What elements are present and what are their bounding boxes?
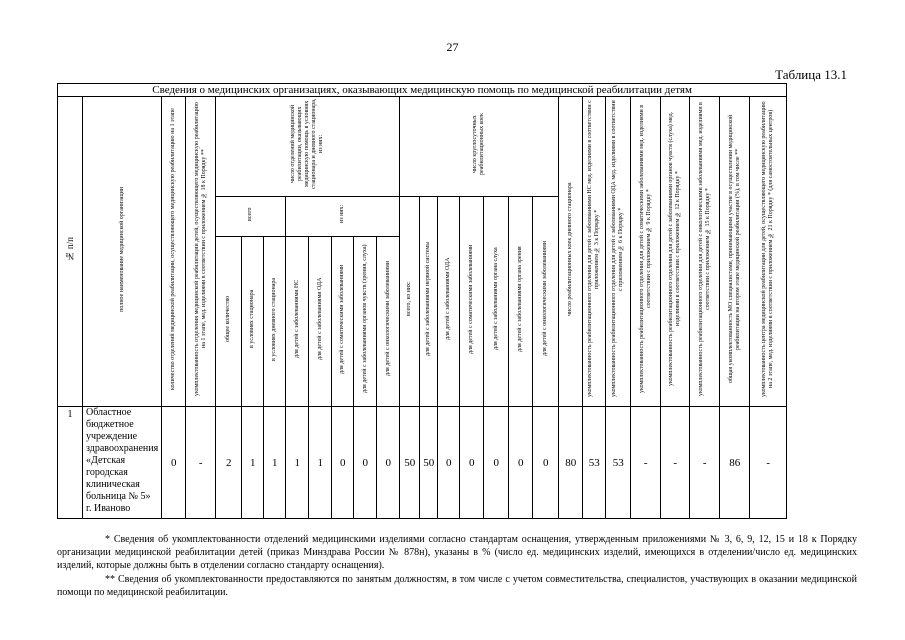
cell-value: 0 <box>377 407 400 519</box>
group-departments-header: число отделений медицинской реабилитации, оказывающих медицинскую помощь в условиях стационара и дневного стационара, из них: <box>216 97 400 197</box>
col-num-header: № п/п <box>58 97 83 407</box>
cell-value: 0 <box>162 407 186 519</box>
col-day-beds-header: число реабилитационных коек дневного стационара <box>559 97 583 407</box>
col-equip-onco-header: укомплектованность реабилитационного отделения для детей с онкологическими заболеваниями мед. изделиями в соответствии с приложением № 15 к Порядку * <box>690 97 720 407</box>
footnote-staffing: ** Сведения об укомплектованности предоставляются по занятым должностям, в том числе с учетом совместительства, специалистов, участвующих в оказании медицинской помощи по медицинской реабилитации. <box>57 574 857 598</box>
col-dept-total-header: общее количество <box>216 237 242 407</box>
col-name-header: полное наименование медицинской организации <box>83 97 162 407</box>
group-of-them-header: из них: <box>286 197 400 237</box>
col-beds-total-header: всего, из них: <box>400 197 420 407</box>
col-beds-ns-header: для детей с заболеваниями нервной системы <box>420 197 438 407</box>
cell-value: - <box>661 407 690 519</box>
col-dept-onco-header: для детей с онкологическими заболеваниями <box>377 237 400 407</box>
cell-value: 0 <box>438 407 460 519</box>
organization-name: Областное бюджетное учреждение здравоохранения «Детская городская клиническая больница № 5» г. Иваново <box>83 407 162 519</box>
col-dept-ns-header: для детей с заболеваниями НС <box>286 237 309 407</box>
col-dept-oda-header: для детей с заболеваниями ОДА <box>309 237 332 407</box>
cell-value: 1 <box>286 407 309 519</box>
col-dept-stationary-header: в условиях стационара <box>242 237 264 407</box>
table-label: Таблица 13.1 <box>775 67 847 82</box>
cell-value: 1 <box>242 407 264 519</box>
cell-value: 1 <box>309 407 332 519</box>
cell-value: - <box>631 407 661 519</box>
col-beds-onco-header: для детей с онкологическими заболеваниями <box>533 197 559 407</box>
cell-value: 0 <box>484 407 509 519</box>
group-total-header: всего <box>216 197 286 237</box>
col-equip-senses-header: укомплектованность реабилитационного отделения для детей с заболеваниями органов чувств (слуха) мед. изделиями в соответствии с приложением № 12 к Порядку * <box>661 97 690 407</box>
table-title: Сведения о медицинских организациях, оказывающих медицинскую помощь по медицинской реабилитации детям <box>58 84 787 97</box>
col-center-equipment-header: укомплектованность центра медицинской реабилитации для детей, осуществляющего медицинскую реабилитацию на 2 этапе, мед. изделиями в соответствии с приложением № 21 к Порядку * (для самостоятельных центров) <box>750 97 787 407</box>
col-unit-equipment-header: укомплектованность отделения медицинской реабилитации детей, осуществляющего медицинскую реабилитацию на 1 этапе, мед. изделиями в соответствии с приложением № 18 к Порядку ** <box>186 97 216 407</box>
cell-value: 0 <box>354 407 377 519</box>
table-row <box>58 407 787 519</box>
cell-value: 50 <box>420 407 438 519</box>
col-equip-oda-header: укомплектованность реабилитационного отделения для детей с заболеваниями ОДА мед. изделиями в соответствии с приложением № 6 к Порядку * <box>606 97 631 407</box>
cell-value: 2 <box>216 407 242 519</box>
cell-value: - <box>186 407 216 519</box>
footnote-equipment: * Сведения об укомплектованности отделений медицинскими изделиями согласно стандартам оснащения, утвержденным приложениями № 3, 6, 9, 12, 15 и 18 к Порядку организации медицинской реабилитации детей (приказ Минздрава России № 878н), указаны в % (число ед. медицинских изделий, имеющихся в отделении/число ед. медицинских изделий, которые должны быть в отделении согласно стандарту оснащения). <box>57 534 857 571</box>
cell-value: - <box>750 407 787 519</box>
cell-value: 50 <box>400 407 420 519</box>
cell-value: - <box>690 407 720 519</box>
row-number: 1 <box>58 407 83 519</box>
col-beds-vision-header: для детей с заболеваниями органа зрения <box>509 197 533 407</box>
group-beds-header: число круглосуточных реабилитационных коек <box>400 97 559 197</box>
cell-value: 53 <box>606 407 631 519</box>
cell-value: 0 <box>533 407 559 519</box>
col-rehab-units-header: количество отделений медицинской реабилитации, осуществляющего медицинскую реабилитацию на 1 этапе <box>162 97 186 407</box>
col-staffing-header: общая укомплектованность МО специалистами, принимающими участие в осуществлении медицинской реабилитации на втором этапе медицинской реабилитации (%), в том числе ** <box>720 97 750 407</box>
col-equip-somatic-header: укомплектованность реабилитационного отделения для детей с соматическими заболеваниями мед. изделиями в соответствии с приложением № 9 к Порядку * <box>631 97 661 407</box>
page-number: 27 <box>446 40 459 54</box>
col-dept-day-header: в условиях дневного стационара <box>264 237 286 407</box>
rehab-table <box>57 83 787 519</box>
cell-value: 0 <box>460 407 484 519</box>
col-dept-senses-header: для детей с заболеваниями органов чувств (зрения, слуха) <box>354 237 377 407</box>
cell-value: 53 <box>583 407 606 519</box>
col-dept-somatic-header: для детей с соматическими заболеваниями <box>332 237 354 407</box>
cell-value: 0 <box>332 407 354 519</box>
cell-value: 86 <box>720 407 750 519</box>
cell-value: 1 <box>264 407 286 519</box>
col-equip-ns-header: укомплектованность реабилитационного отделения для детей с заболеваниями НС мед. изделиями в соответствии с приложением № 3 к Порядку * <box>583 97 606 407</box>
cell-value: 0 <box>509 407 533 519</box>
col-beds-hearing-header: для детей с заболеваниями органа слуха <box>484 197 509 407</box>
col-beds-somatic-header: для детей с соматическими заболеваниями <box>460 197 484 407</box>
col-beds-oda-header: для детей с заболеваниями ОДА <box>438 197 460 407</box>
cell-value: 80 <box>559 407 583 519</box>
